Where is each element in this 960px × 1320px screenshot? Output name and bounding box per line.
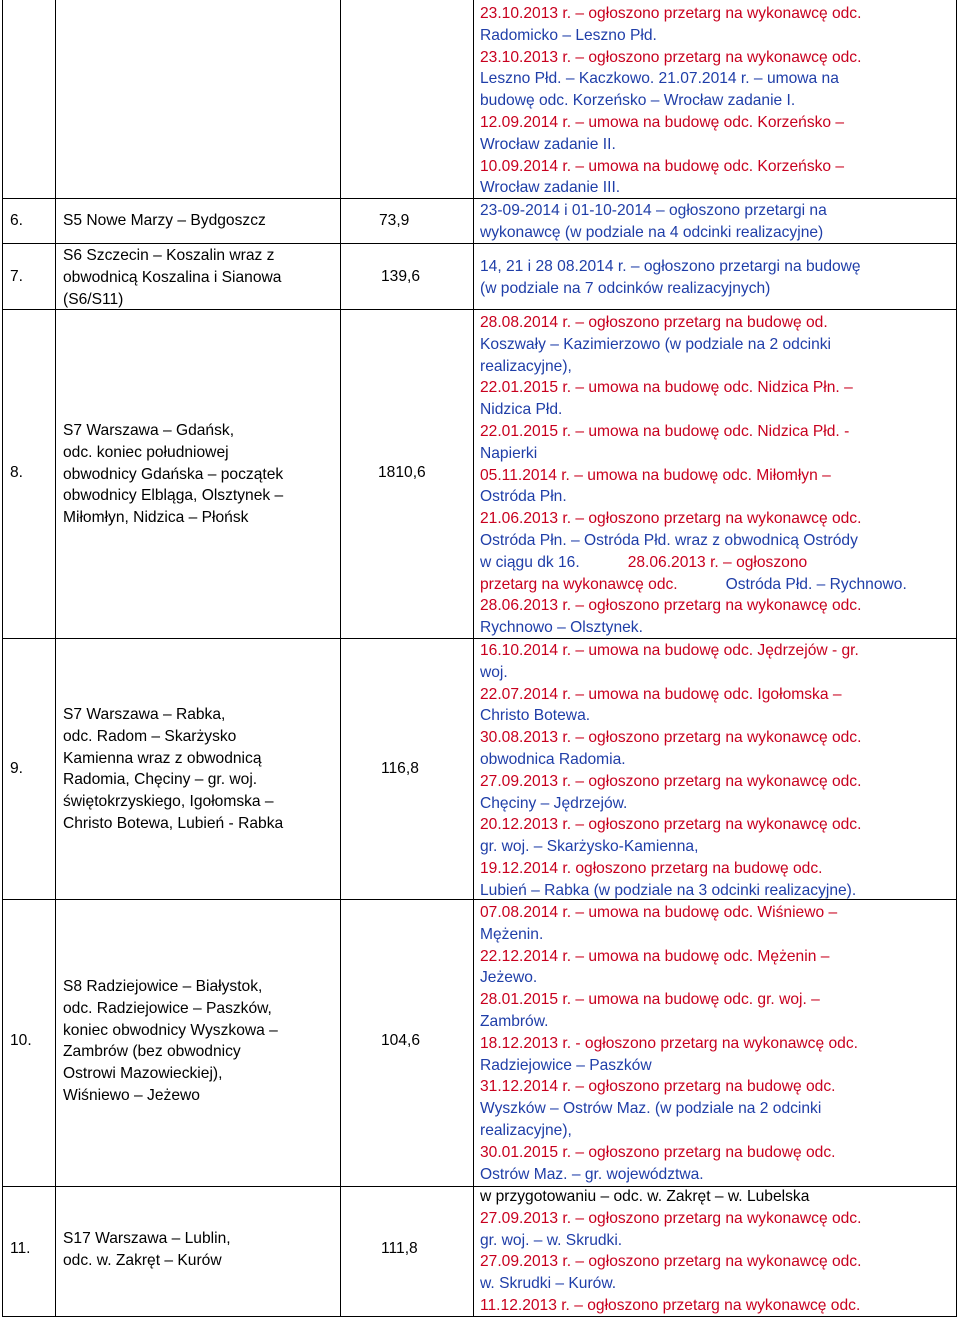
status-text: w. Skrudki – Kurów.	[480, 1275, 617, 1293]
road-line: Kamienna wraz z obwodnicą	[63, 749, 262, 767]
status-line	[480, 1164, 858, 1186]
status-text: 22.07.2014 r. – umowa na budowę odc. Igołomska –	[480, 685, 842, 703]
status-line	[480, 793, 861, 815]
status-line	[480, 156, 861, 178]
status-line	[480, 443, 907, 465]
length-cell: 111,8	[381, 1240, 418, 1257]
status-line	[480, 880, 861, 902]
status-line	[480, 902, 858, 924]
road-line: obwodnicy Gdańska – początek	[63, 465, 284, 483]
status-text: 27.09.2013 r. – ogłoszono przetarg na wykonawcę odc.	[480, 772, 862, 790]
road-line: odc. w. Zakręt – Kurów	[63, 1251, 222, 1269]
status-line	[480, 574, 907, 596]
status-line	[480, 552, 907, 574]
status-text: 28.08.2014 r. – ogłoszono przetarg na budowę od.	[480, 314, 828, 331]
row-number: 9.	[10, 760, 24, 777]
status-line	[480, 1273, 861, 1295]
status-line	[480, 530, 907, 552]
status-line	[480, 967, 858, 989]
status-text: Radziejowice – Paszków	[480, 1056, 652, 1074]
road-line: (S6/S11)	[63, 290, 124, 308]
status-cell	[480, 256, 861, 300]
status-text: Napierki	[480, 444, 538, 462]
road-line: S17 Warszawa – Lublin,	[63, 1230, 231, 1247]
status-line	[480, 312, 907, 334]
road-line: odc. koniec południowej	[63, 443, 229, 461]
status-text: realizacyjne),	[480, 1121, 572, 1139]
status-text: Wyszków – Ostrów Maz. (w podziale na 2 odcinki	[480, 1100, 822, 1118]
status-line	[480, 946, 858, 968]
status-text: wykonawcę (w podziale na 4 odcinki realizacyjne)	[480, 223, 824, 241]
status-text: Radomicko – Leszno Płd.	[480, 26, 657, 44]
road-line: S5 Nowe Marzy – Bydgoszcz	[63, 212, 266, 229]
status-line	[480, 989, 858, 1011]
status-text: 16.10.2014 r. – umowa na budowę odc. Jędrzejów - gr.	[480, 642, 859, 659]
row-number: 6.	[10, 212, 24, 229]
status-text: budowę odc. Korzeńsko – Wrocław zadanie I.	[480, 92, 796, 110]
row-number: 11.	[10, 1240, 31, 1257]
status-cell	[480, 312, 907, 639]
status-line	[480, 1142, 858, 1164]
status-cell	[480, 200, 827, 244]
status-line	[480, 508, 907, 530]
status-text: (w podziale na 7 odcinków realizacyjnych)	[480, 279, 771, 297]
status-text: Ostróda Płn.	[480, 488, 567, 506]
status-line	[480, 278, 861, 300]
status-line	[480, 90, 861, 112]
status-line	[480, 836, 861, 858]
status-line	[480, 3, 861, 25]
status-text: 28.06.2013 r. – ogłoszono	[627, 553, 808, 571]
status-text: przetarg na wykonawcę odc.	[480, 575, 678, 593]
status-text: gr. woj. – Skarżysko-Kamienna,	[480, 838, 699, 856]
length-cell: 116,8	[381, 760, 419, 777]
status-text: gr. woj. – w. Skrudki.	[480, 1231, 623, 1249]
status-line	[480, 47, 861, 69]
status-line	[480, 1208, 861, 1230]
status-text: 23-09-2014 i 01-10-2014 – ogłoszono przetargi na	[480, 202, 827, 219]
status-text: woj.	[480, 663, 508, 681]
status-text: 30.08.2013 r. – ogłoszono przetarg na wykonawcę odc.	[480, 729, 862, 747]
status-line	[480, 222, 827, 244]
status-line	[480, 1098, 858, 1120]
road-line: odc. Radziejowice – Paszków,	[63, 999, 272, 1017]
status-line	[480, 727, 861, 749]
status-line	[480, 814, 861, 836]
status-line	[480, 177, 861, 199]
road-line: obwodnicą Koszalina i Sianowa	[63, 268, 282, 286]
length-cell: 1810,6	[378, 464, 426, 481]
status-text: Jeżewo.	[480, 969, 538, 987]
status-line	[480, 749, 861, 771]
status-line	[480, 1076, 858, 1098]
road-cell	[63, 420, 283, 529]
row-number: 7.	[10, 268, 24, 285]
road-line: odc. Radom – Skarżysko	[63, 727, 237, 745]
status-text: 23.10.2013 r. – ogłoszono przetarg na wykonawcę odc.	[480, 48, 862, 66]
road-line: Wiśniewo – Jeżewo	[63, 1086, 200, 1104]
status-line	[480, 1186, 861, 1208]
status-text: Ostróda Płd. – Rychnowo.	[725, 575, 907, 593]
status-text: w ciągu dk 16.	[480, 553, 580, 571]
status-line	[480, 640, 861, 662]
status-line	[480, 1011, 858, 1033]
status-line	[480, 924, 858, 946]
status-text: 22.12.2014 r. – umowa na budowę odc. Mężenin –	[480, 947, 830, 965]
status-line	[480, 1251, 861, 1273]
status-line	[480, 421, 907, 443]
status-text: Nidzica Płd.	[480, 401, 563, 419]
status-text: Zambrów.	[480, 1012, 549, 1030]
status-text: 11.12.2013 r. – ogłoszono przetarg na wykonawcę odc.	[480, 1296, 861, 1314]
status-text: obwodnica Radomia.	[480, 750, 626, 768]
status-line	[480, 1033, 858, 1055]
status-line	[480, 112, 861, 134]
row-number: 8.	[10, 464, 24, 481]
status-text: 31.12.2014 r. – ogłoszono przetarg na budowę odc.	[480, 1078, 836, 1096]
status-line	[480, 356, 907, 378]
road-cell	[63, 210, 266, 232]
status-line	[480, 465, 907, 487]
status-line	[480, 1230, 861, 1252]
status-line	[480, 684, 861, 706]
status-text: realizacyjne),	[480, 357, 572, 375]
status-text: Ostróda Płn. – Ostróda Płd. wraz z obwodnicą Ostródy	[480, 531, 858, 549]
status-text: 05.11.2014 r. – umowa na budowę odc. Miłomłyn –	[480, 466, 831, 484]
status-text: Chęciny – Jędrzejów.	[480, 794, 628, 812]
road-line: S6 Szczecin – Koszalin wraz z	[63, 247, 275, 264]
status-text: 22.01.2015 r. – umowa na budowę odc. Nidzica Płn. –	[480, 379, 853, 397]
status-text: 10.09.2014 r. – umowa na budowę odc. Korzeńsko –	[480, 157, 845, 175]
road-cell	[63, 245, 281, 310]
status-line	[480, 771, 861, 793]
road-line: Christo Botewa, Lubień - Rabka	[63, 814, 284, 832]
status-text: 07.08.2014 r. – umowa na budowę odc. Wiśniewo –	[480, 904, 838, 921]
status-line	[480, 1295, 861, 1317]
road-line: S8 Radziejowice – Białystok,	[63, 978, 263, 995]
status-text: 27.09.2013 r. – ogłoszono przetarg na wykonawcę odc.	[480, 1253, 862, 1271]
status-line	[480, 858, 861, 880]
status-text: w przygotowaniu – odc. w. Zakręt – w. Lubelska	[480, 1188, 810, 1205]
status-cell	[480, 640, 861, 902]
status-text: Leszno Płd. – Kaczkowo. 21.07.2014 r. – umowa na	[480, 70, 839, 88]
status-line	[480, 256, 861, 278]
status-line	[480, 486, 907, 508]
status-line	[480, 334, 907, 356]
status-text: Wrocław zadanie II.	[480, 135, 616, 153]
status-text: Mężenin.	[480, 925, 544, 943]
row-number: 10.	[10, 1032, 32, 1049]
status-text: Ostrów Maz. – gr. województwa.	[480, 1165, 704, 1183]
status-line	[480, 25, 861, 47]
status-text: Wrocław zadanie III.	[480, 179, 621, 197]
status-text: Koszwały – Kazimierzowo (w podziale na 2 odcinki	[480, 335, 832, 353]
road-line: Radomia, Chęciny – gr. woj.	[63, 771, 258, 789]
status-cell-continued	[480, 3, 861, 199]
length-cell: 104,6	[381, 1032, 421, 1049]
road-line: Miłomłyn, Nidzica – Płońsk	[63, 509, 249, 527]
road-line: koniec obwodnicy Wyszkowa –	[63, 1021, 278, 1039]
road-line: S7 Warszawa – Rabka,	[63, 706, 226, 723]
status-line	[480, 377, 907, 399]
road-line: obwodnicy Elbląga, Olsztynek –	[63, 487, 284, 505]
status-text: 28.06.2013 r. – ogłoszono przetarg na wykonawcę odc.	[480, 597, 862, 615]
road-cell	[63, 704, 283, 835]
road-line: Zambrów (bez obwodnicy	[63, 1043, 241, 1061]
status-text: Lubień – Rabka (w podziale na 3 odcinki realizacyjne).	[480, 881, 857, 899]
length-cell: 139,6	[381, 268, 421, 285]
status-text: 21.06.2013 r. – ogłoszono przetarg na wykonawcę odc.	[480, 510, 862, 528]
status-text: 23.10.2013 r. – ogłoszono przetarg na wykonawcę odc.	[480, 5, 862, 22]
status-text: Rychnowo – Olsztynek.	[480, 619, 643, 637]
status-text: 18.12.2013 r. - ogłoszono przetarg na wykonawcę odc.	[480, 1034, 858, 1052]
status-text: 22.01.2015 r. – umowa na budowę odc. Nidzica Płd. -	[480, 422, 850, 440]
status-line	[480, 1120, 858, 1142]
status-cell	[480, 902, 858, 1185]
status-line	[480, 1055, 858, 1077]
status-text: 28.01.2015 r. – umowa na budowę odc. gr. woj. –	[480, 991, 820, 1009]
status-text: Christo Botewa.	[480, 707, 591, 725]
status-line	[480, 134, 861, 156]
status-line	[480, 662, 861, 684]
road-cell	[63, 1228, 231, 1272]
status-line	[480, 68, 861, 90]
status-line	[480, 705, 861, 727]
status-line	[480, 200, 827, 222]
status-line	[480, 595, 907, 617]
status-text: 19.12.2014 r. ogłoszono przetarg na budowę odc.	[480, 859, 823, 877]
status-text: 27.09.2013 r. – ogłoszono przetarg na wykonawcę odc.	[480, 1209, 862, 1227]
status-text: 30.01.2015 r. – ogłoszono przetarg na budowę odc.	[480, 1143, 836, 1161]
road-line: S7 Warszawa – Gdańsk,	[63, 422, 235, 439]
status-text: 20.12.2013 r. – ogłoszono przetarg na wykonawcę odc.	[480, 816, 862, 834]
status-text: 12.09.2014 r. – umowa na budowę odc. Korzeńsko –	[480, 113, 845, 131]
road-cell	[63, 976, 278, 1107]
status-text: 14, 21 i 28 08.2014 r. – ogłoszono przetargi na budowę	[480, 258, 861, 275]
length-cell: 73,9	[379, 212, 410, 229]
status-cell	[480, 1186, 861, 1317]
road-line: świętokrzyskiego, Igołomska –	[63, 793, 274, 811]
road-line: Ostrowi Mazowieckiej),	[63, 1065, 223, 1083]
status-line	[480, 617, 907, 639]
status-line	[480, 399, 907, 421]
